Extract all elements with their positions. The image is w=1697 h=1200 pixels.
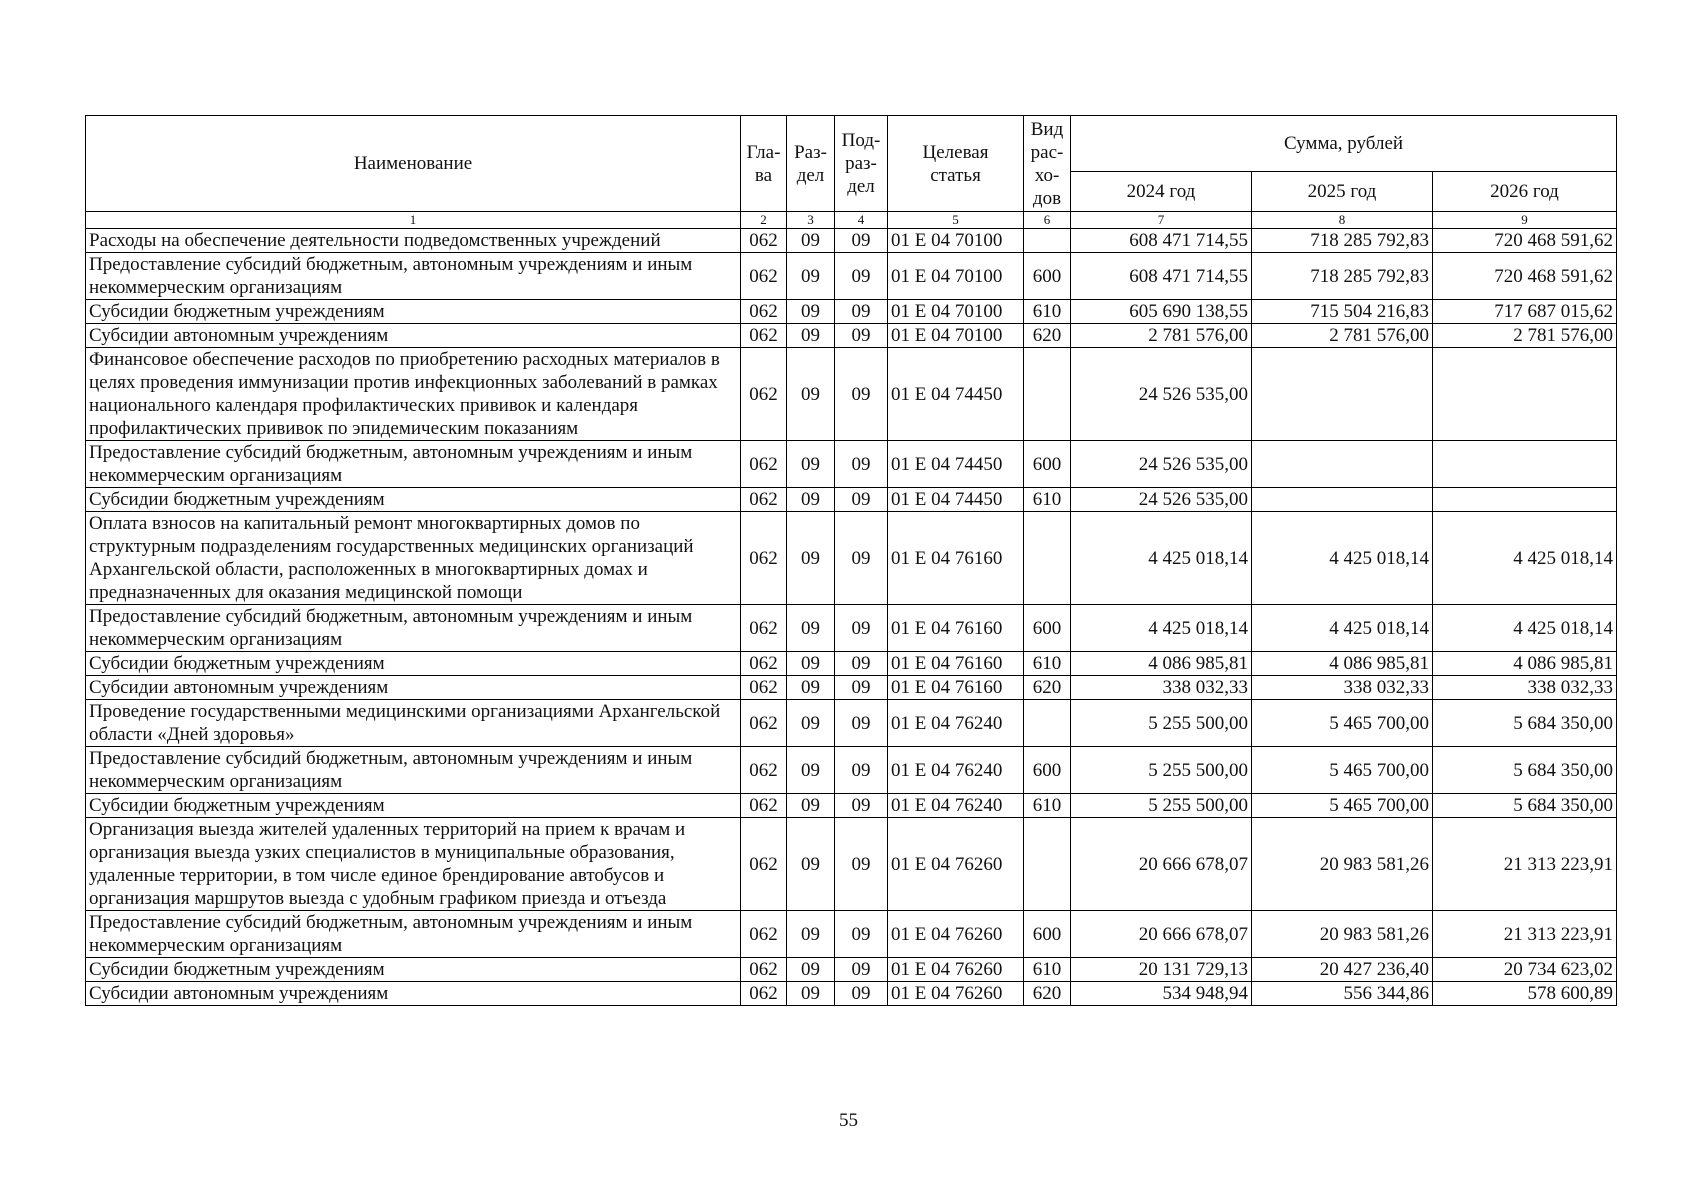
column-number: 9	[1433, 212, 1617, 229]
header-year-2026: 2026 год	[1433, 172, 1617, 212]
row-expense-type: 610	[1024, 488, 1071, 512]
row-amount-2026: 5 684 350,00	[1433, 794, 1617, 818]
row-chapter: 062	[741, 676, 787, 700]
row-chapter: 062	[741, 300, 787, 324]
row-amount-2025: 5 465 700,00	[1252, 794, 1433, 818]
table-row	[86, 441, 1617, 488]
row-name: Субсидии бюджетным учреждениям	[86, 958, 741, 982]
table-row	[86, 229, 1617, 253]
row-amount-2025: 20 427 236,40	[1252, 958, 1433, 982]
row-amount-2026	[1433, 488, 1617, 512]
row-amount-2024: 2 781 576,00	[1071, 324, 1252, 348]
table-body	[86, 229, 1617, 1006]
column-number: 4	[835, 212, 888, 229]
row-expense-type: 600	[1024, 747, 1071, 794]
row-subsection: 09	[835, 676, 888, 700]
row-amount-2026: 5 684 350,00	[1433, 747, 1617, 794]
row-amount-2026: 5 684 350,00	[1433, 700, 1617, 747]
row-target-article: 01 Е 04 76260	[888, 982, 1024, 1006]
row-target-article: 01 Е 04 70100	[888, 300, 1024, 324]
row-subsection: 09	[835, 300, 888, 324]
row-amount-2026: 717 687 015,62	[1433, 300, 1617, 324]
row-amount-2026: 21 313 223,91	[1433, 911, 1617, 958]
table-row	[86, 676, 1617, 700]
row-section: 09	[787, 229, 835, 253]
table-row	[86, 488, 1617, 512]
row-section: 09	[787, 324, 835, 348]
row-name: Субсидии автономным учреждениям	[86, 982, 741, 1006]
row-section: 09	[787, 253, 835, 300]
row-subsection: 09	[835, 512, 888, 605]
row-target-article: 01 Е 04 76260	[888, 958, 1024, 982]
row-expense-type	[1024, 818, 1071, 911]
header-target: Целевая статья	[888, 116, 1024, 212]
row-amount-2024: 24 526 535,00	[1071, 441, 1252, 488]
row-amount-2024: 20 131 729,13	[1071, 958, 1252, 982]
row-amount-2026: 4 425 018,14	[1433, 512, 1617, 605]
row-expense-type: 600	[1024, 441, 1071, 488]
row-target-article: 01 Е 04 74450	[888, 441, 1024, 488]
row-amount-2024: 608 471 714,55	[1071, 229, 1252, 253]
column-number: 2	[741, 212, 787, 229]
row-section: 09	[787, 911, 835, 958]
row-section: 09	[787, 676, 835, 700]
row-chapter: 062	[741, 253, 787, 300]
row-chapter: 062	[741, 605, 787, 652]
row-subsection: 09	[835, 818, 888, 911]
row-name: Предоставление субсидий бюджетным, автономным учреждениям и иным некоммерческим организациям	[86, 747, 741, 794]
row-section: 09	[787, 700, 835, 747]
row-target-article: 01 Е 04 76160	[888, 512, 1024, 605]
row-expense-type	[1024, 348, 1071, 441]
budget-table	[85, 115, 1617, 1006]
row-section: 09	[787, 794, 835, 818]
row-chapter: 062	[741, 652, 787, 676]
row-amount-2024: 4 425 018,14	[1071, 605, 1252, 652]
row-subsection: 09	[835, 605, 888, 652]
row-name: Оплата взносов на капитальный ремонт многоквартирных домов по структурным подразделениям государственных медицинских организаций Архангельской области, расположенных в многоквартирных домах и предназначенных для оказания медицинской помощи	[86, 512, 741, 605]
row-section: 09	[787, 982, 835, 1006]
row-expense-type: 620	[1024, 324, 1071, 348]
row-subsection: 09	[835, 700, 888, 747]
row-subsection: 09	[835, 253, 888, 300]
table-row	[86, 818, 1617, 911]
row-target-article: 01 Е 04 70100	[888, 253, 1024, 300]
row-amount-2025: 718 285 792,83	[1252, 229, 1433, 253]
column-number: 5	[888, 212, 1024, 229]
row-expense-type: 610	[1024, 794, 1071, 818]
row-chapter: 062	[741, 794, 787, 818]
row-amount-2025: 715 504 216,83	[1252, 300, 1433, 324]
row-name: Проведение государственными медицинскими организациями Архангельской области «Дней здоровья»	[86, 700, 741, 747]
table-row	[86, 794, 1617, 818]
row-amount-2024: 608 471 714,55	[1071, 253, 1252, 300]
row-amount-2026: 4 425 018,14	[1433, 605, 1617, 652]
row-amount-2026: 720 468 591,62	[1433, 229, 1617, 253]
row-amount-2025: 718 285 792,83	[1252, 253, 1433, 300]
row-name: Субсидии бюджетным учреждениям	[86, 488, 741, 512]
header-section: Раз- дел	[787, 116, 835, 212]
row-subsection: 09	[835, 794, 888, 818]
row-name: Предоставление субсидий бюджетным, автономным учреждениям и иным некоммерческим организациям	[86, 253, 741, 300]
column-number: 1	[86, 212, 741, 229]
row-amount-2024: 605 690 138,55	[1071, 300, 1252, 324]
row-chapter: 062	[741, 982, 787, 1006]
row-amount-2024: 5 255 500,00	[1071, 700, 1252, 747]
row-expense-type: 600	[1024, 253, 1071, 300]
table-row	[86, 324, 1617, 348]
header-sum: Сумма, рублей	[1071, 116, 1617, 172]
row-chapter: 062	[741, 958, 787, 982]
table-row	[86, 982, 1617, 1006]
row-chapter: 062	[741, 348, 787, 441]
row-section: 09	[787, 818, 835, 911]
row-name: Предоставление субсидий бюджетным, автономным учреждениям и иным некоммерческим организациям	[86, 441, 741, 488]
column-number: 6	[1024, 212, 1071, 229]
row-amount-2025: 338 032,33	[1252, 676, 1433, 700]
row-amount-2025: 5 465 700,00	[1252, 747, 1433, 794]
row-name: Субсидии бюджетным учреждениям	[86, 652, 741, 676]
row-chapter: 062	[741, 229, 787, 253]
table-row	[86, 747, 1617, 794]
row-name: Субсидии автономным учреждениям	[86, 324, 741, 348]
table-row	[86, 958, 1617, 982]
table-row	[86, 348, 1617, 441]
row-subsection: 09	[835, 324, 888, 348]
row-amount-2025: 4 425 018,14	[1252, 605, 1433, 652]
row-expense-type	[1024, 512, 1071, 605]
row-amount-2025: 4 425 018,14	[1252, 512, 1433, 605]
table-row	[86, 652, 1617, 676]
row-amount-2024: 4 425 018,14	[1071, 512, 1252, 605]
row-target-article: 01 Е 04 76240	[888, 747, 1024, 794]
row-amount-2026: 578 600,89	[1433, 982, 1617, 1006]
row-amount-2024: 20 666 678,07	[1071, 911, 1252, 958]
column-number: 8	[1252, 212, 1433, 229]
row-chapter: 062	[741, 512, 787, 605]
row-amount-2025: 5 465 700,00	[1252, 700, 1433, 747]
row-amount-2026: 720 468 591,62	[1433, 253, 1617, 300]
row-target-article: 01 Е 04 76260	[888, 818, 1024, 911]
row-target-article: 01 Е 04 76260	[888, 911, 1024, 958]
row-section: 09	[787, 958, 835, 982]
row-section: 09	[787, 652, 835, 676]
row-subsection: 09	[835, 958, 888, 982]
row-amount-2025: 20 983 581,26	[1252, 818, 1433, 911]
row-amount-2026: 2 781 576,00	[1433, 324, 1617, 348]
row-amount-2026: 338 032,33	[1433, 676, 1617, 700]
row-subsection: 09	[835, 652, 888, 676]
row-chapter: 062	[741, 488, 787, 512]
row-subsection: 09	[835, 488, 888, 512]
row-subsection: 09	[835, 982, 888, 1006]
table-row	[86, 512, 1617, 605]
table-header	[86, 116, 1617, 229]
row-name: Предоставление субсидий бюджетным, автономным учреждениям и иным некоммерческим организациям	[86, 605, 741, 652]
row-amount-2025	[1252, 488, 1433, 512]
row-name: Расходы на обеспечение деятельности подведомственных учреждений	[86, 229, 741, 253]
row-expense-type: 610	[1024, 958, 1071, 982]
row-amount-2026: 21 313 223,91	[1433, 818, 1617, 911]
row-section: 09	[787, 512, 835, 605]
row-amount-2025	[1252, 348, 1433, 441]
table-row	[86, 911, 1617, 958]
row-amount-2025: 4 086 985,81	[1252, 652, 1433, 676]
header-year-2024: 2024 год	[1071, 172, 1252, 212]
header-expense-type: Вид рас- хо- дов	[1024, 116, 1071, 212]
row-name: Субсидии бюджетным учреждениям	[86, 794, 741, 818]
row-amount-2024: 5 255 500,00	[1071, 794, 1252, 818]
row-target-article: 01 Е 04 76240	[888, 700, 1024, 747]
row-expense-type: 600	[1024, 605, 1071, 652]
row-name: Финансовое обеспечение расходов по приобретению расходных материалов в целях проведения иммунизации против инфекционных заболеваний в рамках национального календаря профилактических прививок и календаря профилактических прививок по эпидемическим показаниям	[86, 348, 741, 441]
column-number: 3	[787, 212, 835, 229]
row-amount-2024: 534 948,94	[1071, 982, 1252, 1006]
row-section: 09	[787, 488, 835, 512]
row-target-article: 01 Е 04 76160	[888, 676, 1024, 700]
row-subsection: 09	[835, 348, 888, 441]
row-chapter: 062	[741, 700, 787, 747]
table-row	[86, 605, 1617, 652]
header-subsection: Под- раз- дел	[835, 116, 888, 212]
row-section: 09	[787, 348, 835, 441]
row-chapter: 062	[741, 818, 787, 911]
row-subsection: 09	[835, 229, 888, 253]
row-subsection: 09	[835, 911, 888, 958]
row-section: 09	[787, 300, 835, 324]
row-section: 09	[787, 605, 835, 652]
header-name: Наименование	[86, 116, 741, 212]
header-year-2025: 2025 год	[1252, 172, 1433, 212]
row-name: Предоставление субсидий бюджетным, автономным учреждениям и иным некоммерческим организациям	[86, 911, 741, 958]
row-expense-type: 620	[1024, 982, 1071, 1006]
row-subsection: 09	[835, 747, 888, 794]
row-expense-type: 600	[1024, 911, 1071, 958]
row-section: 09	[787, 747, 835, 794]
row-amount-2025: 20 983 581,26	[1252, 911, 1433, 958]
row-target-article: 01 Е 04 74450	[888, 348, 1024, 441]
row-name: Субсидии автономным учреждениям	[86, 676, 741, 700]
row-amount-2024: 20 666 678,07	[1071, 818, 1252, 911]
row-expense-type	[1024, 700, 1071, 747]
row-amount-2026	[1433, 441, 1617, 488]
row-expense-type	[1024, 229, 1071, 253]
row-target-article: 01 Е 04 76240	[888, 794, 1024, 818]
row-amount-2025	[1252, 441, 1433, 488]
row-chapter: 062	[741, 911, 787, 958]
row-chapter: 062	[741, 324, 787, 348]
table-row	[86, 300, 1617, 324]
row-amount-2026: 4 086 985,81	[1433, 652, 1617, 676]
page-number: 55	[839, 1110, 858, 1131]
row-amount-2024: 24 526 535,00	[1071, 488, 1252, 512]
row-target-article: 01 Е 04 76160	[888, 652, 1024, 676]
row-target-article: 01 Е 04 70100	[888, 324, 1024, 348]
row-amount-2024: 24 526 535,00	[1071, 348, 1252, 441]
row-section: 09	[787, 441, 835, 488]
row-name: Субсидии бюджетным учреждениям	[86, 300, 741, 324]
row-subsection: 09	[835, 441, 888, 488]
row-expense-type: 610	[1024, 652, 1071, 676]
row-target-article: 01 Е 04 76160	[888, 605, 1024, 652]
table-row	[86, 700, 1617, 747]
row-name: Организация выезда жителей удаленных территорий на прием к врачам и организация выезда узких специалистов в муниципальные образования, удаленные территории, в том числе единое брендирование автобусов и организация маршрутов выезда с удобным графиком приезда и отъезда	[86, 818, 741, 911]
row-expense-type: 610	[1024, 300, 1071, 324]
header-chapter: Гла- ва	[741, 116, 787, 212]
row-amount-2025: 556 344,86	[1252, 982, 1433, 1006]
column-number: 7	[1071, 212, 1252, 229]
table-row	[86, 253, 1617, 300]
row-amount-2026: 20 734 623,02	[1433, 958, 1617, 982]
row-amount-2025: 2 781 576,00	[1252, 324, 1433, 348]
row-chapter: 062	[741, 747, 787, 794]
row-amount-2024: 338 032,33	[1071, 676, 1252, 700]
row-amount-2026	[1433, 348, 1617, 441]
row-amount-2024: 4 086 985,81	[1071, 652, 1252, 676]
row-target-article: 01 Е 04 74450	[888, 488, 1024, 512]
row-expense-type: 620	[1024, 676, 1071, 700]
row-amount-2024: 5 255 500,00	[1071, 747, 1252, 794]
row-chapter: 062	[741, 441, 787, 488]
column-number-row	[86, 212, 1617, 229]
row-target-article: 01 Е 04 70100	[888, 229, 1024, 253]
